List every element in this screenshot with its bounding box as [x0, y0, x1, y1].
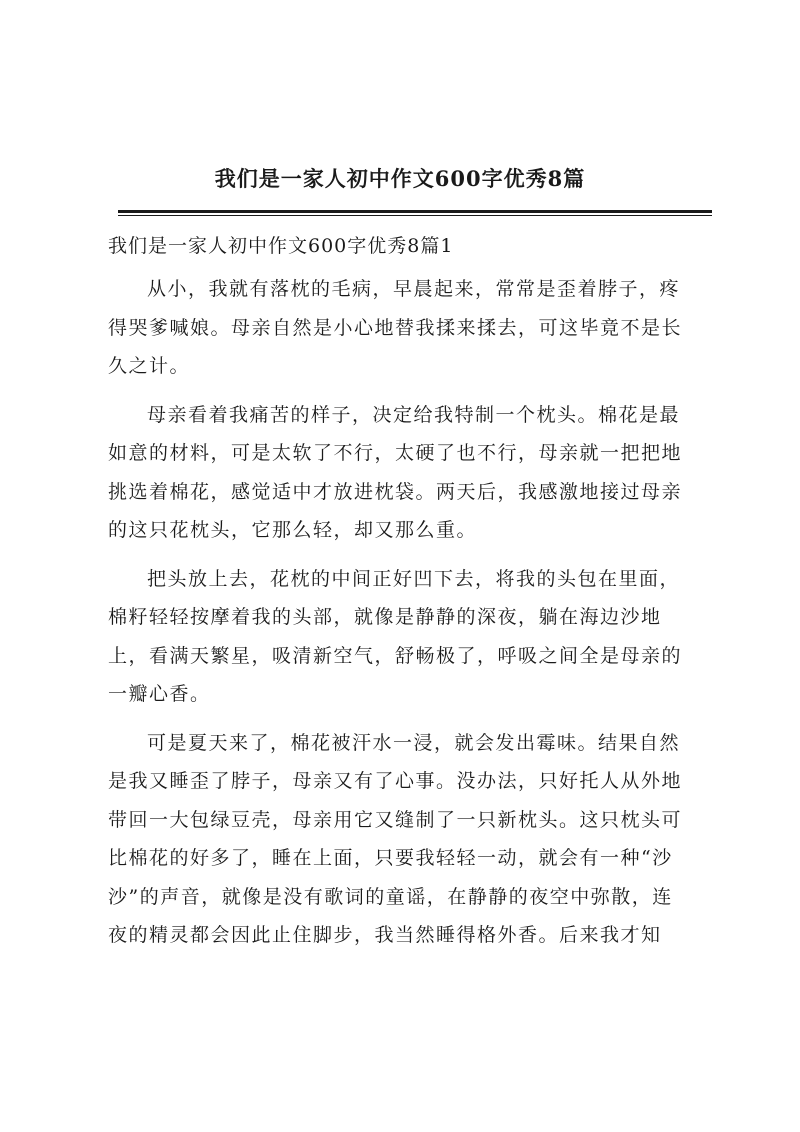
- text-line: 可是夏天来了，棉花被汗水一浸，就会发出霉味。结果自然: [147, 731, 681, 754]
- paragraph-3: [108, 560, 712, 714]
- text-line: 沙”的声音，就像是没有歌词的童谣，在静静的夜空中弥散，连: [108, 885, 673, 908]
- text-line: 是我又睡歪了脖子，母亲又有了心事。没办法，只好托人从外地: [108, 770, 683, 792]
- text-line: 比棉花的好多了，睡在上面，只要我轻轻一动，就会有一种“沙: [108, 847, 673, 869]
- paragraph-4: [108, 724, 712, 955]
- title-rule-thick: [118, 210, 712, 213]
- paragraph-2: [108, 396, 712, 550]
- text-line: 的这只花枕头，它那么轻，却又那么重。: [108, 519, 478, 541]
- text-line: 带回一大包绿豆壳，母亲用它又缝制了一只新枕头。这只枕头可: [108, 808, 683, 831]
- paragraph-1: [108, 270, 712, 386]
- document-title: 我们是一家人初中作文600字优秀8篇: [214, 166, 586, 191]
- text-line: 夜的精灵都会因此止住脚步，我当然睡得格外香。后来我才知: [108, 924, 662, 946]
- text-line: 挑选着棉花，感觉适中才放进枕袋。两天后，我感激地接过母亲: [108, 480, 683, 503]
- text-line: 从小，我就有落枕的毛病，早晨起来，常常是歪着脖子，疼: [147, 278, 681, 300]
- text-line: 母亲看着我痛苦的样子，决定给我特制一个枕头。棉花是最: [147, 403, 681, 426]
- section-heading: 我们是一家人初中作文600字优秀8篇1: [108, 235, 454, 257]
- text-line: 得哭爹喊娘。母亲自然是小心地替我揉来揉去，可这毕竟不是长: [108, 316, 683, 339]
- body-text: [108, 270, 712, 965]
- text-line: 一瓣心香。: [108, 683, 211, 705]
- text-line: 久之计。: [108, 355, 191, 377]
- text-line: 把头放上去，花枕的中间正好凹下去，将我的头包在里面，: [147, 567, 681, 590]
- text-line: 上，看满天繁星，吸清新空气，舒畅极了，呼吸之间全是母亲的: [108, 644, 683, 667]
- text-line: 棉籽轻轻按摩着我的头部，就像是静静的深夜，躺在海边沙地: [108, 606, 662, 628]
- title-rule-thin: [118, 215, 712, 216]
- text-line: 如意的材料，可是太软了不行，太硬了也不行，母亲就一把把地: [108, 442, 683, 464]
